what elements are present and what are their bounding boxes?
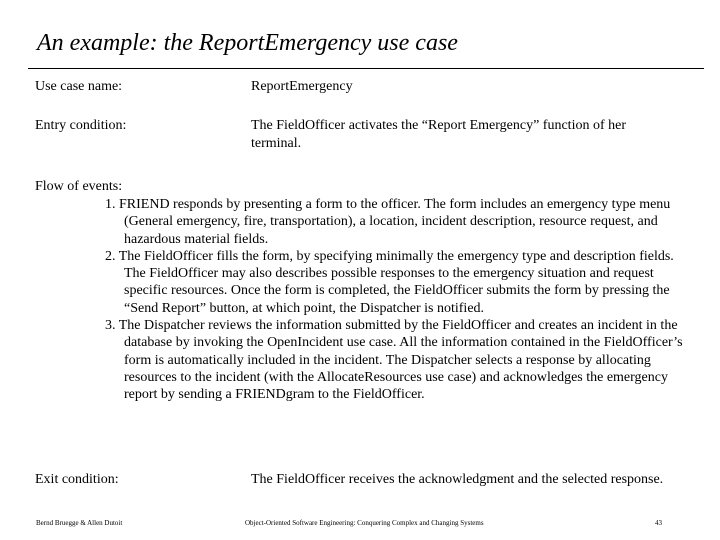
exit-condition-value: The FieldOfficer receives the acknowledgment and the selected response. xyxy=(251,472,664,487)
flow-step-2: 2. The FieldOfficer fills the form, by specifying minimally the emergency type and description fields. The FieldOfficer may also describes possible responses to the emergency situation and request specific resources. Once the form is completed, the FieldOfficer submits the form by pressing the “Send Report” button, at which point, the Dispatcher is notified. xyxy=(105,248,674,316)
flow-step-1: 1. FRIEND responds by presenting a form to the officer. The form includes an emergency type menu (General emergency, fire, transportation), a location, incident description, resource request, and hazardous material fields. xyxy=(105,197,671,247)
slide-title: An example: the ReportEmergency use case xyxy=(37,30,458,56)
flow-step-3: 3. The Dispatcher reviews the information submitted by the FieldOfficer and creates an incident in the database by invoking the OpenIncident use case. All the information contained in the FieldOfficer’s form is automatically included in the incident. The Dispatcher selects a response by allocating resources to the incident (with the AllocateResources use case) and acknowledges the emergency report by sending a FRIENDgram to the FieldOfficer. xyxy=(105,318,683,403)
title-divider xyxy=(28,68,704,69)
entry-condition-value: The FieldOfficer activates the “Report Emergency” function of her terminal. xyxy=(251,118,626,151)
use-case-name-value: ReportEmergency xyxy=(251,79,353,94)
flow-of-events-label: Flow of events: xyxy=(35,179,123,194)
use-case-name-label: Use case name: xyxy=(35,79,123,94)
flow-of-events-list xyxy=(105,196,697,404)
exit-condition-label: Exit condition: xyxy=(35,472,119,487)
footer-authors: Bernd Bruegge & Allen Dutoit xyxy=(36,519,123,527)
footer-page-number: 43 xyxy=(655,519,662,527)
entry-condition-label: Entry condition: xyxy=(35,118,127,133)
footer-book-title: Object-Oriented Software Engineering: Conquering Complex and Changing Systems xyxy=(245,519,484,527)
